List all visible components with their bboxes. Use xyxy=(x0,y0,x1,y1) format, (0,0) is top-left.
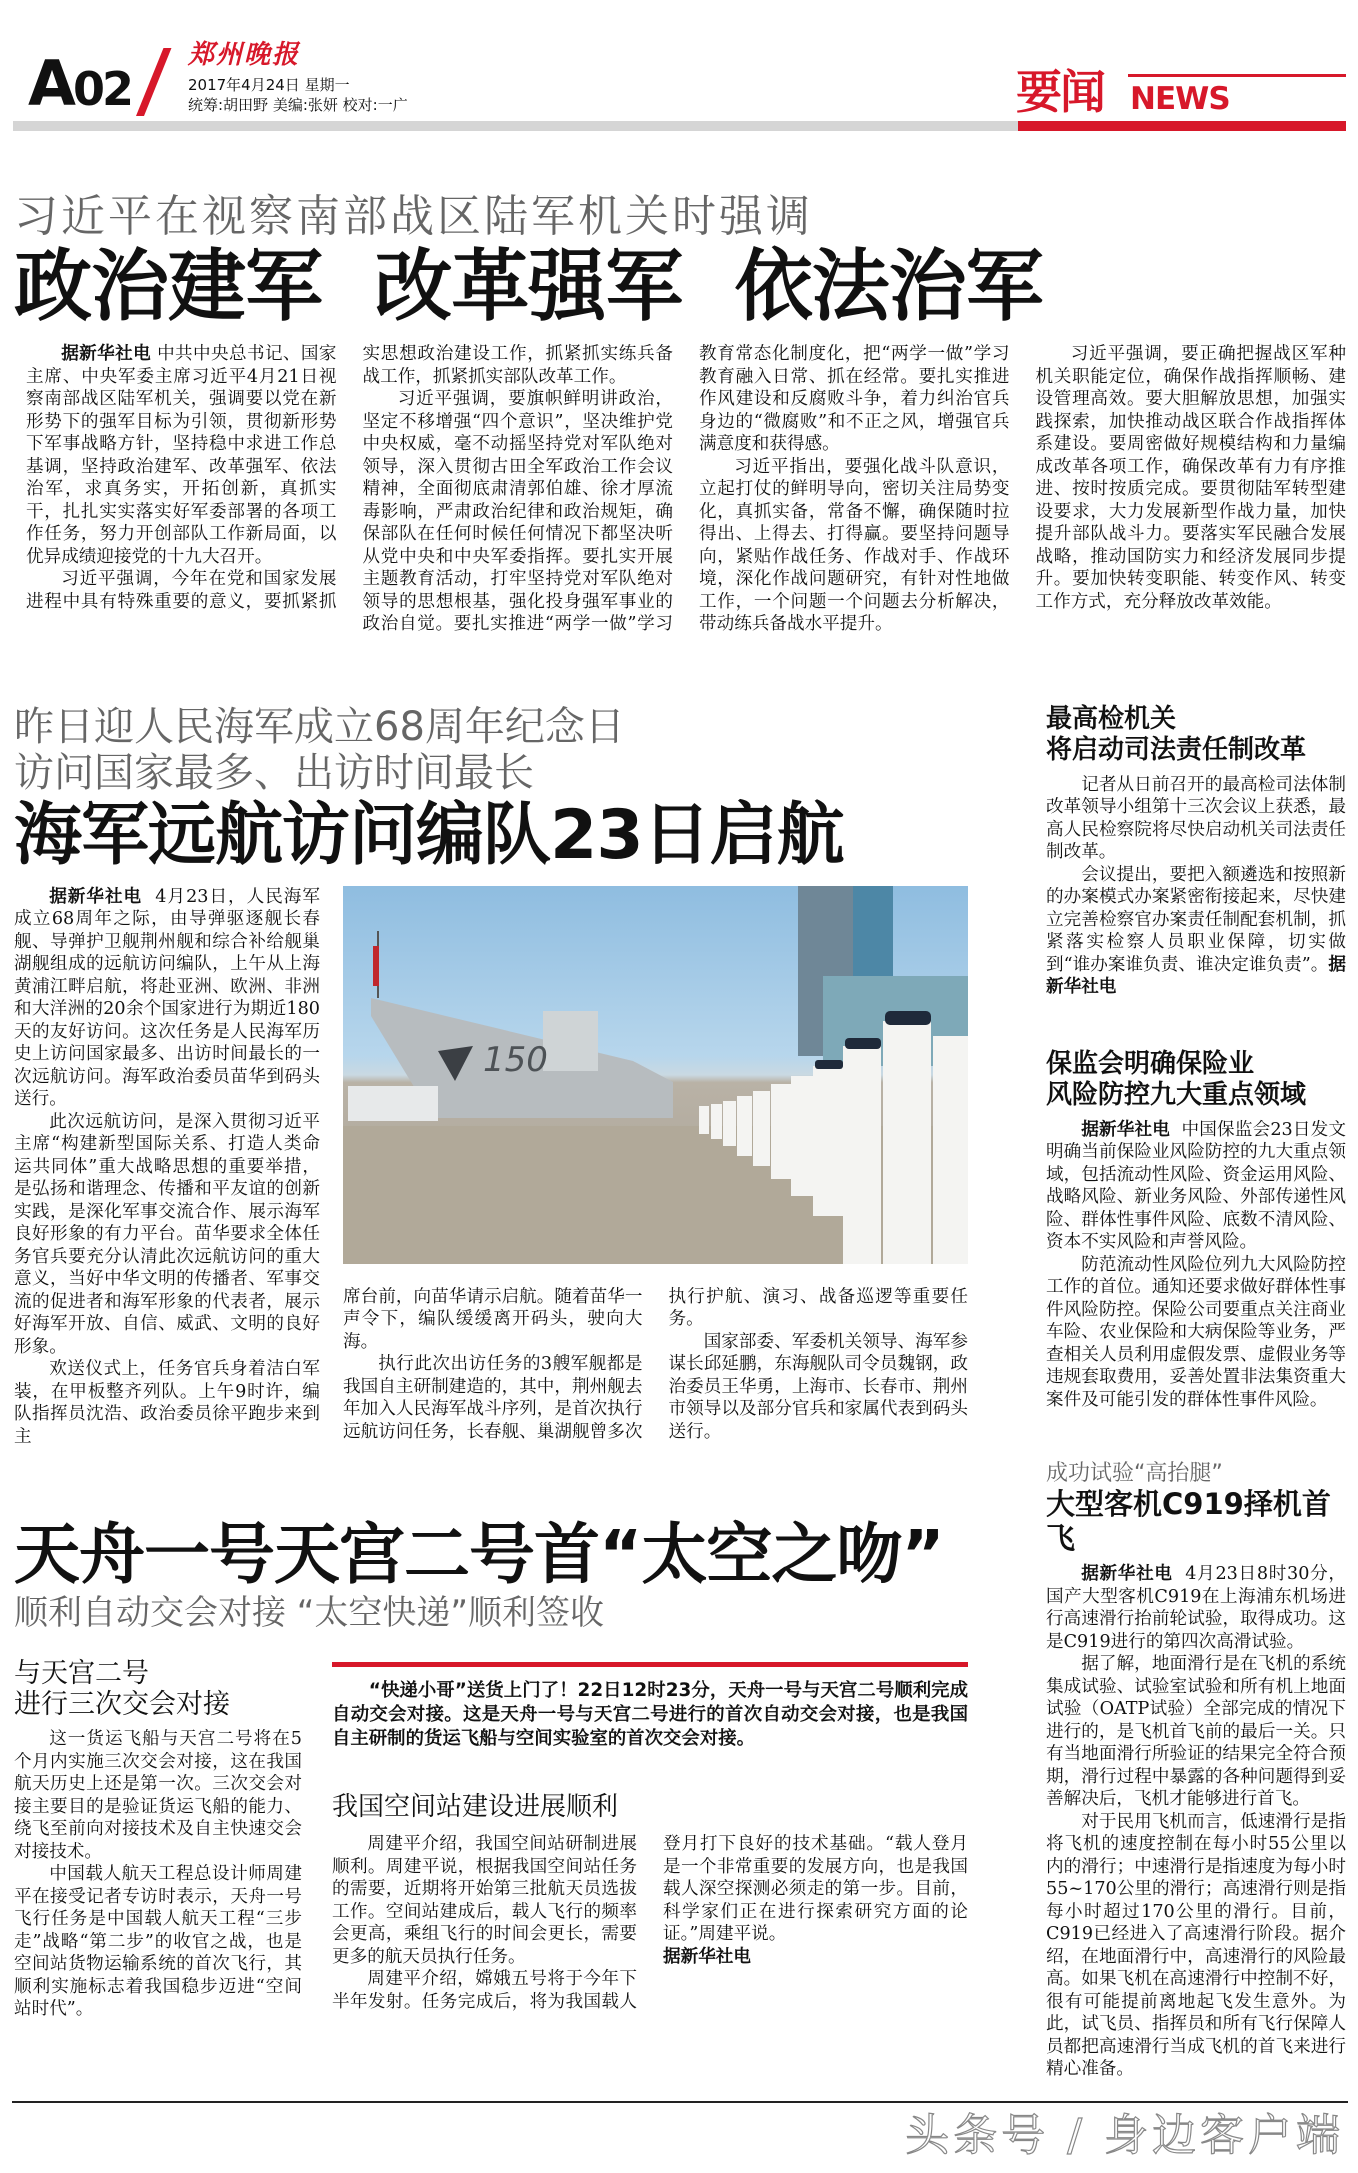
tianzhou-main xyxy=(332,1658,968,2021)
header-red-line xyxy=(1128,74,1346,77)
sidebar-article xyxy=(1046,1049,1346,1412)
sidebar-article-subtitle: 成功试验“高抬腿” xyxy=(1046,1461,1223,1486)
paragraph: 国家部委、军委机关领导、海军参谋长邱延鹏，东海舰队司令员魏钢，政治委员王华勇，上海市、长春市、荆州市领导以及部分官兵和家属代表到码头送行。 xyxy=(668,1331,968,1442)
tianzhou-side-title: 与天宫二号 进行三次交会对接 xyxy=(14,1658,230,1720)
main-column xyxy=(14,704,1014,2081)
newspaper-logo: 郑州晚报 xyxy=(188,40,301,70)
photo-illustration xyxy=(343,886,968,1264)
article-subtitle: 习近平在视察南部战区陆军机关时强调 xyxy=(14,191,813,242)
tianzhou-side xyxy=(14,1658,302,2021)
navy-subtitle-2: 访问国家最多、出访时间最长 xyxy=(14,749,534,796)
paragraph: 习近平强调，要正确把握战区军种机关职能定位，确保作战指挥顺畅、建设管理高效。要大胆解放思想，加强实践探索，加快推动战区联合作战指挥体系建设。要周密做好规模结构和力量编成改革各项工作，确保改革有力有序推进、按时按质完成。要贯彻陆军转型建设要求，大力发展新型作战力量，加快提升部队战斗力。要落实军民融合发展战略，推动国防实力和经济发展同步提升。要加快转变职能、转变作风、转变工作方式，充分释放改革效能。 xyxy=(1035,344,1346,612)
sidebar-article-body: 据新华社电 中国保监会23日发文明确当前保险业风险防控的九大重点领域，包括流动性风险、资金运用风险、战略风险、新业务风险、外部传递性风险、群体性事件风险、底数不清风险、资本不实风险和声誉风险。 防范流动性风险位列九大风险防控工作的首位。通知还要求做好群体性事件风险防控。保险公司要重点关注商业车险、农业保险和大病保险等业务，严查相关人员利用虚假发票、虚假业务等违规套取费用，妥善处置非法集资重大案件及可能引发的群体性事件风险。 xyxy=(1046,1119,1347,1410)
navy-subtitles xyxy=(14,704,1014,796)
tianzhou-lead: “快递小哥”送货上门了！22日12时23分，天舟一号与天宫二号顺利完成自动交会对接。这是天舟一号与天宫二号进行的首次自动交会对接，也是我国自主研制的货运飞船与空间实验室的首次交会对接。 xyxy=(332,1680,968,1749)
paragraph: 习近平强调，要旗帜鲜明讲政治，坚定不移增强“四个意识”，坚决维护党中央权威，毫不动摇坚持党对军队绝对领导，深入贯彻古田全军政治工作会议精神，全面彻底肃清郭伯雄、徐才厚流毒影响，严肃政治纪律和政治规矩，确保部队在任何时候任何情况下都坚决听从党中央和中央军委指挥。要扎实开展主题教育活动，打牢坚持党对军队绝对领导的思想根基，强化投身强军事业的政治自觉。要扎实推进“两学一做”学习教育常态化制度化，把“两学一做”学习教育融入日常、抓在经常。要扎实推进作风建设和反腐败斗争，着力纠治官兵身边的“微腐败”和不正之风，增强官兵满意度和获得感。 xyxy=(362,344,1010,634)
navy-right xyxy=(343,886,968,1449)
red-slash-divider xyxy=(136,48,171,116)
paragraph: 习近平指出，要强化战斗队意识，立起打仗的鲜明导向，密切关注局势变化，真抓实备，常备不懈，确保随时拉得出、上得去、打得赢。要坚持问题导向，紧贴作战任务、作战对手、作战环境，深化作战问题研究，有针对性地做工作，一个问题一个问题去分析解决，带动练兵备战水平提升。 xyxy=(699,456,1010,634)
paragraph: 据新华社电 4月23日，人民海军成立68周年之际，由导弹驱逐舰长春舰、导弹护卫舰荆州舰和综合补给舰巢湖舰组成的远航访问编队，上午从上海黄浦江畔启航，将赴亚洲、欧洲、非洲和大洋洲的20余个国家进行为期近180天的友好访问。这次任务是人民海军历史上访问国家最多、出访时间最长的一次远航访问。海军政治委员苗华到码头送行。 xyxy=(14,886,320,1109)
tianzhou-side-body: 这一货运飞船与天宫二号将在5个月内实施三次交会对接，这在我国航天历史上还是第一次。三次交会对接主要目的是验证货运飞船的能力、绕飞至前向对接技术及自主快速交会对接技术。 中国载人航天工程总设计师周建平在接受记者专访时表示，天舟一号飞行任务是中国载人航天工程“三步走”战略“第二步”的收官之战，也是空间站货物运输系统的首次飞行，其顺利实施标志着我国稳步迈进“空间站时代”。 xyxy=(14,1729,302,2019)
page-letter: A xyxy=(28,47,73,120)
page-number-digits: 02 xyxy=(72,62,131,116)
article-body xyxy=(26,343,1346,636)
space-station-title: 我国空间站建设进展顺利 xyxy=(332,1792,619,1822)
sidebar-article-title: 大型客机C919择机首飞 xyxy=(1046,1487,1331,1555)
dateline: 据新华社电 xyxy=(49,886,143,907)
navy-layout xyxy=(14,886,1014,1449)
article-headline: 政治建军 改革强军 依法治军 xyxy=(14,242,1043,332)
paragraph: 欢送仪式上，任务官兵身着洁白军装，在甲板整齐列队。上午9时许，编队指挥员沈浩、政治委员徐平跑步来到主 xyxy=(14,1359,320,1447)
header-gray-bar xyxy=(13,121,1018,131)
paragraph: 席台前，向苗华请示启航。随着苗华一声令下，编队缓缓离开码头，驶向大海。 xyxy=(343,1286,643,1352)
dateline: 据新华社电 xyxy=(1081,1119,1170,1140)
tianzhou-subtitle: 顺利自动交会对接 “太空快递”顺利签收 xyxy=(14,1593,605,1633)
issue-date: 2017年4月24日 星期一 xyxy=(188,76,350,94)
section-title: 要闻 xyxy=(1016,65,1104,119)
sidebar-article xyxy=(1046,1461,1346,2081)
section-title-en: NEWS xyxy=(1130,81,1230,117)
dateline: 据新华社电 xyxy=(1081,1564,1173,1584)
navy-article xyxy=(14,704,1014,1449)
tianzhou-article xyxy=(14,1518,1014,2021)
dateline: 据新华社电 xyxy=(61,344,152,364)
sidebar-article-title: 保监会明确保险业 风险防控九大重点领域 xyxy=(1046,1048,1307,1110)
navy-subtitle-1: 昨日迎人民海军成立68周年纪念日 xyxy=(14,703,625,750)
page-number xyxy=(28,47,131,121)
sidebar xyxy=(1046,704,1346,2081)
tianzhou-headline: 天舟一号天宫二号首“太空之吻” xyxy=(14,1516,944,1593)
paragraph: 据新华社电 中共中央总书记、国家主席、中央军委主席习近平4月21日视察南部战区陆军机关，强调要以党在新形势下的强军目标为引领，贯彻新形势下军事战略方针，坚持稳中求进工作总基调，坚持政治建军、改革强军、依法治军，求真务实，开拓创新，真抓实干，扎扎实实落实好军委部署的各项工作任务，努力开创部队工作新局面，以优异成绩迎接党的十九大召开。 xyxy=(26,344,337,567)
sidebar-article-body: 据新华社电 4月23日8时30分，国产大型客机C919在上海浦东机场进行高速滑行抬前轮试验，取得成功。这是C919进行的第四次高滑试验。 据了解，地面滑行是在飞机的系统集成试验、试验室试验和所有机上地面试验（OATP试验）全部完成的情况下进行的，是飞机首飞前的最后一关。只有当地面滑行所验证的结果完全符合预期，滑行过程中暴露的各种问题得到妥善解决后，飞机才能够进行首飞。 对于民用飞机而言，低速滑行是指将飞机的速度控制在每小时55公里以内的滑行；中速滑行是指速度为每小时55~170公里的滑行；高速滑行则是指每小时超过170公里的滑行。目前，C919已经进入了高速滑行阶段。据介绍，在地面滑行中，高速滑行的风险最高。如果飞机在高速滑行中控制不好，很有可能提前离地起飞发生意外。为此，试飞员、指挥员和所有飞行保障人员都把高速滑行当成飞机的首飞来进行精心准备。 xyxy=(1046,1564,1346,2079)
sidebar-article-title: 最高检机关 将启动司法责任制改革 xyxy=(1046,703,1307,765)
lead-article xyxy=(0,135,1358,636)
navy-body-left xyxy=(14,886,320,1449)
hull-number: 150 xyxy=(483,1039,548,1080)
lower-section xyxy=(0,704,1358,2081)
page-header xyxy=(0,0,1358,135)
tianzhou-layout xyxy=(14,1658,1014,2021)
space-station-body: 周建平介绍，我国空间站研制进展顺利。周建平说，根据我国空间站任务的需要，近期将开始第三批航天员选拔工作。空间站建成后，载人飞行的频率会更高，乘组飞行的时间会更长，需要更多的航天员执行任务。 周建平介绍，嫦娥五号将于今年下半年发射。任务完成后，将为我国载人登月打下良好的技术基础。“载人登月是一个非常重要的发展方向，也是我国载人深空探测必须走的第一步。目前，科学家们正在进行探索研究方面的论证。”周建平说。 据新华社电 xyxy=(332,1834,968,2012)
sidebar-article-body: 记者从日前召开的最高检司法体制改革领导小组第十三次会议上获悉，最高人民检察院将尽快启动机关司法责任制改革。 会议提出，要把入额遴选和按照新的办案模式办案紧密衔接起来，尽快建立完善检察官办案责任制配套机制，抓紧落实检察人员职业保障，切实做到“谁办案谁负责、谁决定谁负责”。据新华社电 xyxy=(1046,774,1346,997)
navy-headline: 海军远航访问编队23日启航 xyxy=(14,795,844,875)
dateline: 据新华社电 xyxy=(663,1946,751,1967)
header-red-bar xyxy=(1018,121,1346,131)
sidebar-article xyxy=(1046,704,1346,999)
editorial-staff: 统筹:胡田野 美编:张妍 校对:一广 xyxy=(188,96,408,114)
paragraph: 此次远航访问，是深入贯彻习近平主席“构建新型国际关系、打造人类命运共同体”重大战略思想的重要举措，是弘扬和谐理念、传播和平友谊的创新实践，是深化军事交流合作、展示海军良好形象的有力平台。苗华要求全体任务官兵要充分认清此次远航访问的重大意义，当好中华文明的传播者、军事交流的促进者和海军形象的代表者，展示好海军开放、自信、威武、文明的良好形象。 xyxy=(14,1111,320,1357)
navy-ship-photo xyxy=(343,886,968,1264)
red-rule xyxy=(332,1662,968,1667)
dateline: 据新华社电 xyxy=(1046,954,1346,997)
paragraph: 执行此次出访任务的3艘军舰都是我国自主研制建造的，其中，荆州舰去年加入人民海军战斗序列，是首次执行远航访问任务，长春舰、巢湖舰曾多次执行护航、演习、战备巡逻等重要任务。 xyxy=(343,1286,968,1442)
paragraph: 习近平强调，今年在党和国家发展进程中具有特殊重要的意义，要抓紧抓实思想政治建设工作，抓紧抓实练兵备战工作，抓紧抓实部队改革工作。 xyxy=(26,344,673,612)
watermark: 头条号 / 身边客户端 xyxy=(905,2109,1344,2161)
navy-body-continued xyxy=(343,1286,968,1444)
